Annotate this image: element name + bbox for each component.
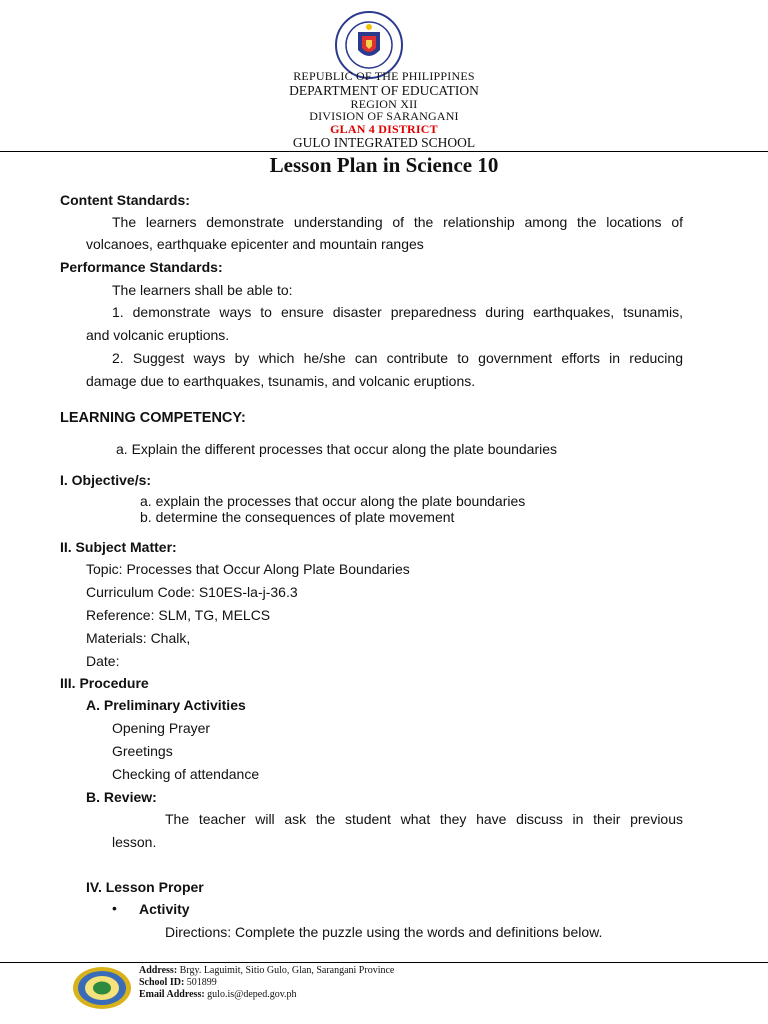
footer-divider xyxy=(0,962,768,963)
header-school: GULO INTEGRATED SCHOOL xyxy=(292,135,476,150)
performance-item1-line1: 1. demonstrate ways to ensure disaster preparedness during earthquakes, tsunamis, xyxy=(112,304,683,320)
school-logo xyxy=(72,966,132,1010)
review-heading: B. Review: xyxy=(86,789,157,805)
review-line1: The teacher will ask the student what they have discuss in their previous xyxy=(165,811,683,827)
footer-school-id-value: 501899 xyxy=(186,977,217,988)
procedure-heading: III. Procedure xyxy=(60,675,149,691)
objectives-heading: I. Objective/s: xyxy=(60,472,152,488)
footer-address-label: Address: xyxy=(139,965,178,976)
footer-school-id-label: School ID: xyxy=(139,977,185,988)
content-standards-line1: The learners demonstrate understanding of the relationship among the locations of xyxy=(112,214,683,230)
performance-item1-line2: and volcanic eruptions. xyxy=(86,327,230,343)
objective-b: b. determine the consequences of plate movement xyxy=(140,509,455,525)
performance-standards-heading: Performance Standards: xyxy=(60,259,223,275)
performance-standards-intro: The learners shall be able to: xyxy=(112,282,293,298)
subject-matter-heading: II. Subject Matter: xyxy=(60,539,177,555)
performance-item2-line1: 2. Suggest ways by which he/she can contribute to government efforts in reducing xyxy=(112,350,683,366)
footer-email-label: Email Address: xyxy=(139,989,205,1000)
subject-curriculum-code: Curriculum Code: S10ES-la-j-36.3 xyxy=(86,584,298,600)
content-standards-heading: Content Standards: xyxy=(60,192,190,208)
activity-bullet: • xyxy=(112,900,117,916)
activity-directions: Directions: Complete the puzzle using the words and definitions below. xyxy=(165,924,603,940)
preliminary-item: Checking of attendance xyxy=(112,766,260,782)
footer-address xyxy=(139,965,394,977)
review-line2: lesson. xyxy=(112,834,157,850)
header-country: REPUBLIC OF THE PHILIPPINES xyxy=(293,69,475,83)
header-region: REGION XII xyxy=(350,97,418,111)
preliminary-item: Opening Prayer xyxy=(112,720,211,736)
subject-topic: Topic: Processes that Occur Along Plate Boundaries xyxy=(86,561,410,577)
learning-competency-text: a. Explain the different processes that occur along the plate boundaries xyxy=(116,441,558,457)
activity-heading: Activity xyxy=(139,901,190,917)
objective-a: a. explain the processes that occur along the plate boundaries xyxy=(140,493,526,509)
footer-school-id xyxy=(139,977,217,989)
lesson-proper-heading: IV. Lesson Proper xyxy=(86,879,204,895)
page-title: Lesson Plan in Science 10 xyxy=(269,153,499,177)
header-division: DIVISION OF SARANGANI xyxy=(309,109,459,123)
performance-item2-line2: damage due to earthquakes, tsunamis, and volcanic eruptions. xyxy=(86,373,476,389)
subject-date: Date: xyxy=(86,653,120,669)
content-standards-line2: volcanoes, earthquake epicenter and mountain ranges xyxy=(86,236,424,252)
footer-email xyxy=(139,989,297,1001)
footer-email-value: gulo.is@deped.gov.ph xyxy=(207,989,297,1000)
header-divider xyxy=(0,151,768,152)
preliminary-item: Greetings xyxy=(112,743,173,759)
subject-materials: Materials: Chalk, xyxy=(86,630,191,646)
footer-address-value: Brgy. Laguimit, Sitio Gulo, Glan, Sarangani Province xyxy=(179,965,395,976)
header-department: DEPARTMENT OF EDUCATION xyxy=(289,83,479,98)
preliminary-activities-heading: A. Preliminary Activities xyxy=(86,697,246,713)
learning-competency-heading: LEARNING COMPETENCY: xyxy=(60,410,246,426)
subject-reference: Reference: SLM, TG, MELCS xyxy=(86,607,271,623)
header-district: GLAN 4 DISTRICT xyxy=(330,122,438,136)
